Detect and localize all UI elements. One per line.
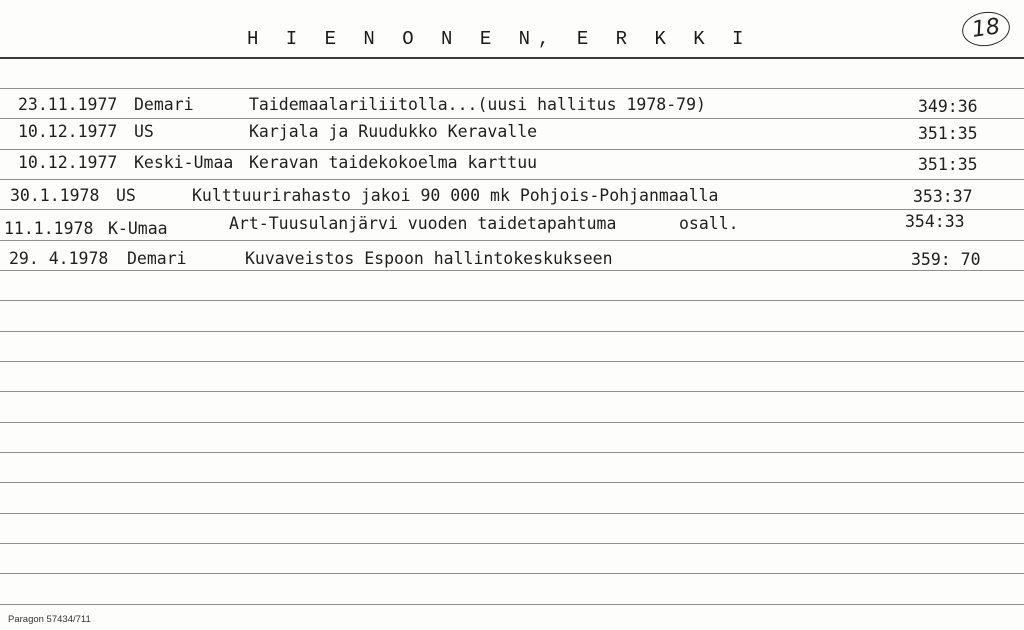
ruled-line: [0, 240, 1024, 241]
entry-date: 11.1.1978: [4, 219, 94, 238]
ruled-line: [0, 573, 1024, 574]
entry-date: 23.11.1977: [18, 95, 118, 114]
entry-source: US: [134, 122, 154, 141]
entry-reference: 349:36: [918, 97, 978, 116]
entry-title: Kuvaveistos Espoon hallintokeskukseen: [245, 249, 613, 268]
card-title: H I E N O N E N, E R K K I: [247, 28, 752, 50]
ruled-line: [0, 209, 1024, 210]
ruled-line: [0, 543, 1024, 544]
ruled-line: [0, 331, 1024, 332]
entry-reference: 351:35: [918, 155, 978, 174]
ruled-line: [0, 391, 1024, 392]
entry-title: Keravan taidekokoelma karttuu: [249, 153, 538, 172]
entry-reference: 353:37: [913, 187, 973, 206]
entry-date: 10.12.1977: [18, 153, 118, 172]
entry-source: US: [116, 186, 136, 205]
ruled-line: [0, 482, 1024, 483]
ruled-line: [0, 361, 1024, 362]
entry-source: K-Umaa: [108, 219, 168, 238]
entry-date: 10.12.1977: [18, 122, 118, 141]
printer-mark: Paragon 57434/711: [8, 614, 91, 625]
entry-note: osall.: [679, 214, 739, 233]
card-number-circled: 18: [960, 9, 1012, 49]
ruled-line: [0, 604, 1024, 605]
entry-reference: 354:33: [905, 212, 965, 231]
ruled-line: [0, 452, 1024, 453]
entry-date: 30.1.1978: [10, 186, 100, 205]
entry-title: Kulttuurirahasto jakoi 90 000 mk Pohjois-Pohjanmaalla: [192, 186, 719, 205]
entry-reference: 359: 70: [911, 250, 981, 269]
entry-date: 29. 4.1978: [9, 249, 109, 268]
entry-source: Demari: [127, 249, 187, 268]
ruled-line: [0, 422, 1024, 423]
entry-source: Demari: [134, 95, 194, 114]
entry-title: Art-Tuusulanjärvi vuoden taidetapahtuma: [229, 214, 617, 233]
ruled-line: [0, 270, 1024, 271]
entry-reference: 351:35: [918, 124, 978, 143]
entry-source: Keski-Umaa: [134, 153, 234, 172]
ruled-line: [0, 88, 1024, 89]
ruled-line: [0, 179, 1024, 180]
ruled-line: [0, 513, 1024, 514]
ruled-line: [0, 300, 1024, 301]
entry-title: Taidemaalariliitolla...(uusi hallitus 1978-79): [249, 95, 706, 114]
ruled-line: [0, 118, 1024, 119]
entry-title: Karjala ja Ruudukko Keravalle: [249, 122, 538, 141]
ruled-line: [0, 149, 1024, 150]
header-rule: [0, 57, 1024, 59]
